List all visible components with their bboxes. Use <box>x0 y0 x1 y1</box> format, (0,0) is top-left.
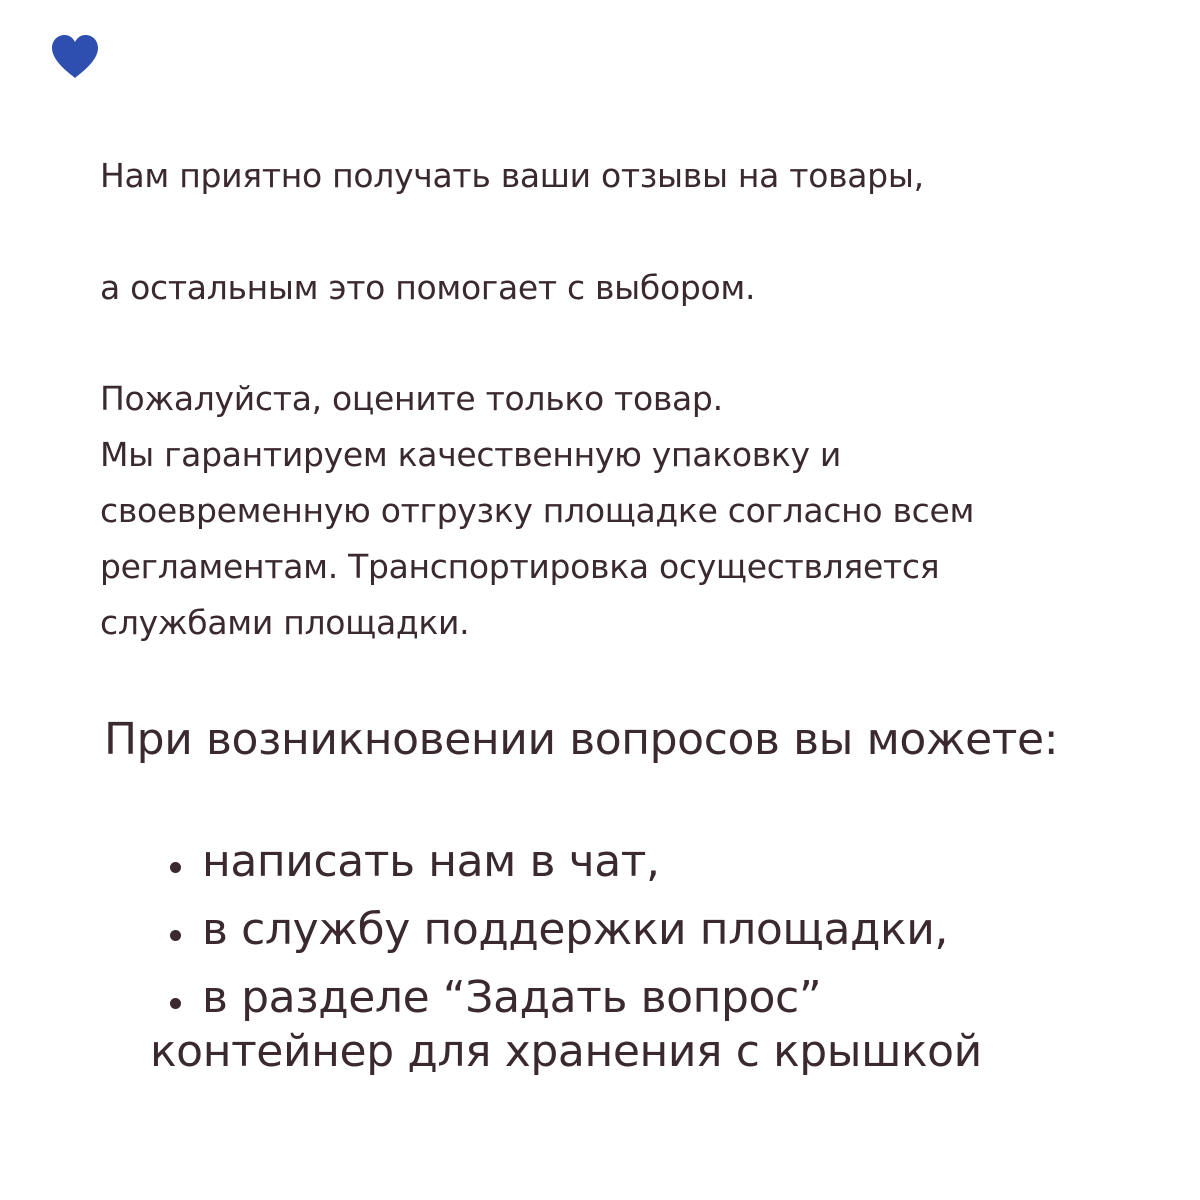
product-title-text: контейнер для хранения с крышкой <box>150 1026 982 1077</box>
questions-heading: При возникновении вопросов вы можете: <box>104 714 1059 765</box>
contact-option-ask-question: в разделе “Задать вопрос” <box>160 966 948 1030</box>
heart-icon <box>50 34 100 80</box>
contact-option-chat: написать нам в чат, <box>160 830 948 894</box>
notice-line: Мы гарантируем качественную упаковку и <box>100 435 842 474</box>
notice-line: службами площадки. <box>100 603 470 642</box>
notice-paragraph <box>100 371 974 651</box>
intro-line-1: Нам приятно получать ваши отзывы на товары, <box>100 156 924 195</box>
contact-options-list <box>160 830 948 1034</box>
intro-line-2: а остальным это помогает с выбором. <box>100 268 756 307</box>
contact-option-support: в службу поддержки площадки, <box>160 898 948 962</box>
notice-line: регламентам. Транспортировка осуществляется <box>100 547 940 586</box>
notice-line: своевременную отгрузку площадке согласно всем <box>100 491 975 530</box>
notice-line: Пожалуйста, оцените только товар. <box>100 379 723 418</box>
